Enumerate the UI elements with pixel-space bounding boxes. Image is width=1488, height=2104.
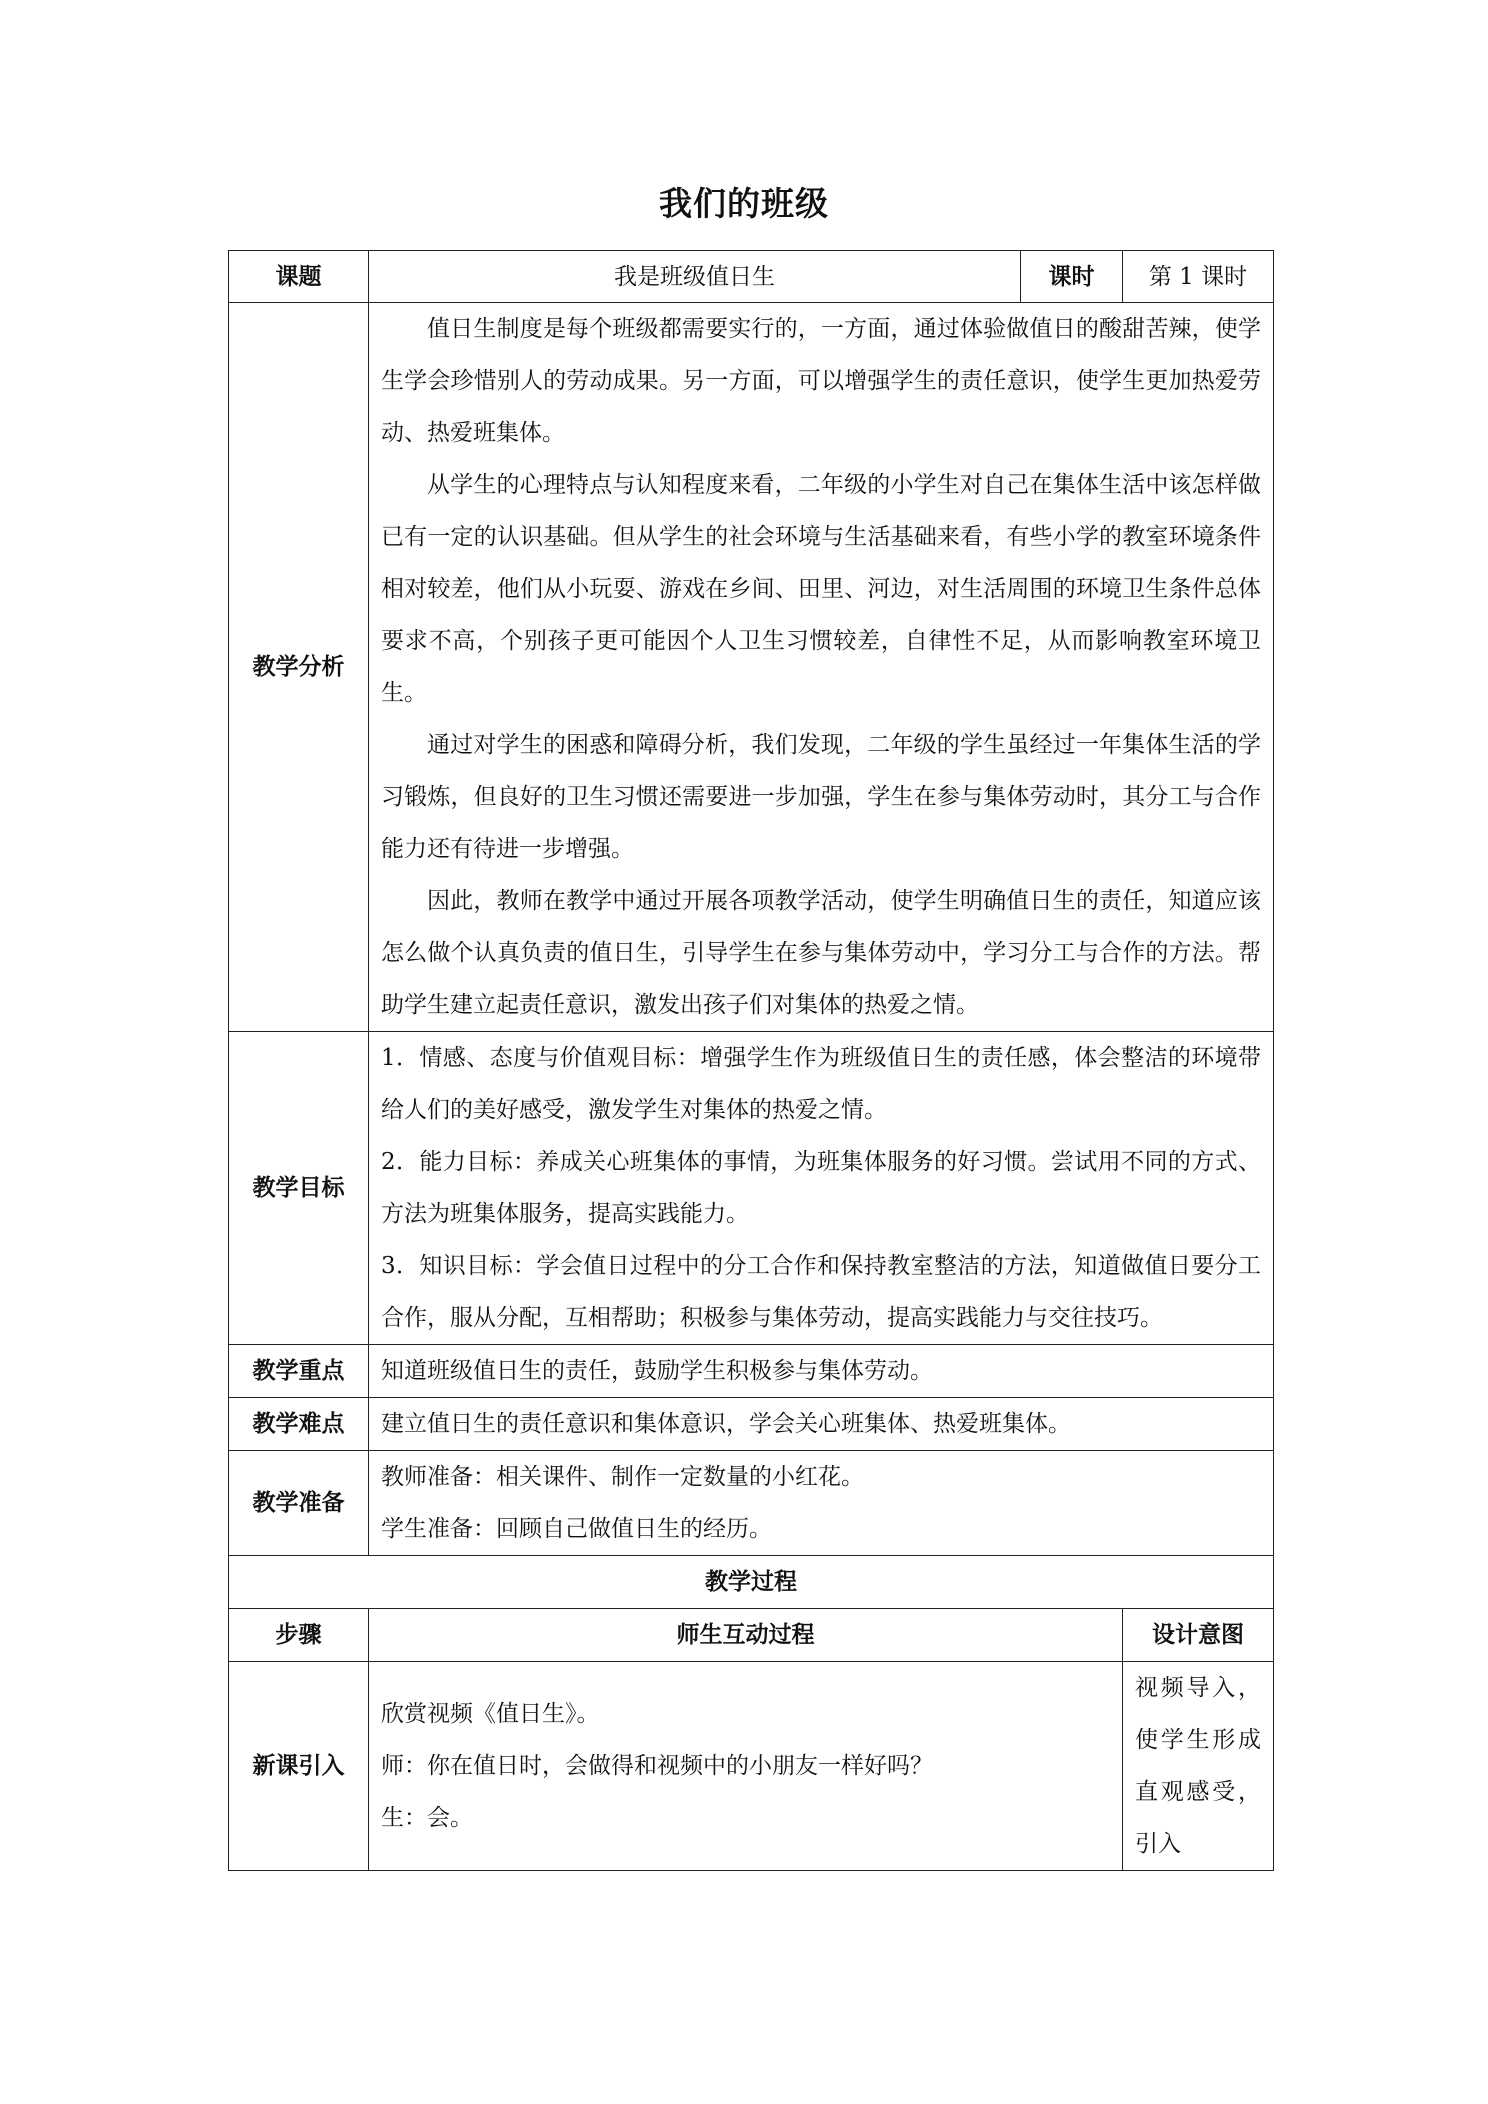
design-intent-text: 视频导入，使学生形成直观感受，引入 (1135, 1675, 1262, 1857)
column-header-interaction: 师生互动过程 (369, 1609, 1123, 1662)
page-title: 我们的班级 (659, 184, 829, 223)
key-point-value: 知道班级值日生的责任，鼓励学生积极参与集体劳动。 (369, 1345, 1274, 1398)
column-header-step: 步骤 (229, 1609, 369, 1662)
goals-label: 教学目标 (229, 1032, 369, 1345)
column-header-intent: 设计意图 (1123, 1609, 1274, 1662)
interaction-line: 欣赏视频《值日生》。 (381, 1701, 600, 1727)
analysis-label: 教学分析 (229, 303, 369, 1032)
analysis-paragraph: 因此，教师在教学中通过开展各项教学活动，使学生明确值日生的责任，知道应该怎么做个认真负责的值日生，引导学生在参与集体劳动中，学习分工与合作的方法。帮助学生建立起责任意识，激发出孩子们对集体的热爱之情。 (381, 888, 1262, 1018)
topic-value: 我是班级值日生 (369, 251, 1021, 303)
step-name: 新课引入 (229, 1662, 369, 1871)
topic-label: 课题 (229, 251, 369, 303)
process-heading: 教学过程 (229, 1556, 1274, 1609)
analysis-paragraph: 通过对学生的困惑和障碍分析，我们发现，二年级的学生虽经过一年集体生活的学习锻炼，但良好的卫生习惯还需要进一步加强，学生在参与集体劳动时，其分工与合作能力还有待进一步增强。 (381, 732, 1262, 862)
difficulty-value: 建立值日生的责任意识和集体意识，学会关心班集体、热爱班集体。 (369, 1398, 1274, 1451)
interaction-line: 生：会。 (381, 1805, 473, 1831)
period-label: 课时 (1021, 251, 1123, 303)
analysis-paragraph: 值日生制度是每个班级都需要实行的，一方面，通过体验做值日的酸甜苦辣，使学生学会珍惜别人的劳动成果。另一方面，可以增强学生的责任意识，使学生更加热爱劳动、热爱班集体。 (381, 316, 1262, 446)
goal-item: 2．能力目标：养成关心班集体的事情，为班集体服务的好习惯。尝试用不同的方式、方法为班集体服务，提高实践能力。 (381, 1149, 1262, 1227)
key-point-label: 教学重点 (229, 1345, 369, 1398)
goals-content (369, 1032, 1274, 1345)
teacher-preparation: 教师准备：相关课件、制作一定数量的小红花。 (381, 1464, 864, 1490)
goal-item: 1．情感、态度与价值观目标：增强学生作为班级值日生的责任感，体会整洁的环境带给人们的美好感受，激发学生对集体的热爱之情。 (381, 1045, 1262, 1123)
student-preparation: 学生准备：回顾自己做值日生的经历。 (381, 1516, 772, 1542)
preparation-content (369, 1451, 1274, 1556)
interaction-line: 师：你在值日时，会做得和视频中的小朋友一样好吗？ (381, 1753, 933, 1779)
design-intent (1123, 1662, 1274, 1871)
preparation-label: 教学准备 (229, 1451, 369, 1556)
analysis-content (369, 303, 1274, 1032)
goal-item: 3．知识目标：学会值日过程中的分工合作和保持教室整洁的方法，知道做值日要分工合作，服从分配，互相帮助；积极参与集体劳动，提高实践能力与交往技巧。 (381, 1253, 1262, 1331)
difficulty-label: 教学难点 (229, 1398, 369, 1451)
period-value: 第 1 课时 (1123, 251, 1274, 303)
analysis-paragraph: 从学生的心理特点与认知程度来看，二年级的小学生对自己在集体生活中该怎样做已有一定的认识基础。但从学生的社会环境与生活基础来看，有些小学的教室环境条件相对较差，他们从小玩耍、游戏在乡间、田里、河边，对生活周围的环境卫生条件总体要求不高，个别孩子更可能因个人卫生习惯较差，自律性不足，从而影响教室环境卫生。 (381, 472, 1262, 706)
table-row (229, 1662, 1274, 1871)
interaction-content (369, 1662, 1123, 1871)
lesson-plan-table (228, 250, 1274, 1871)
